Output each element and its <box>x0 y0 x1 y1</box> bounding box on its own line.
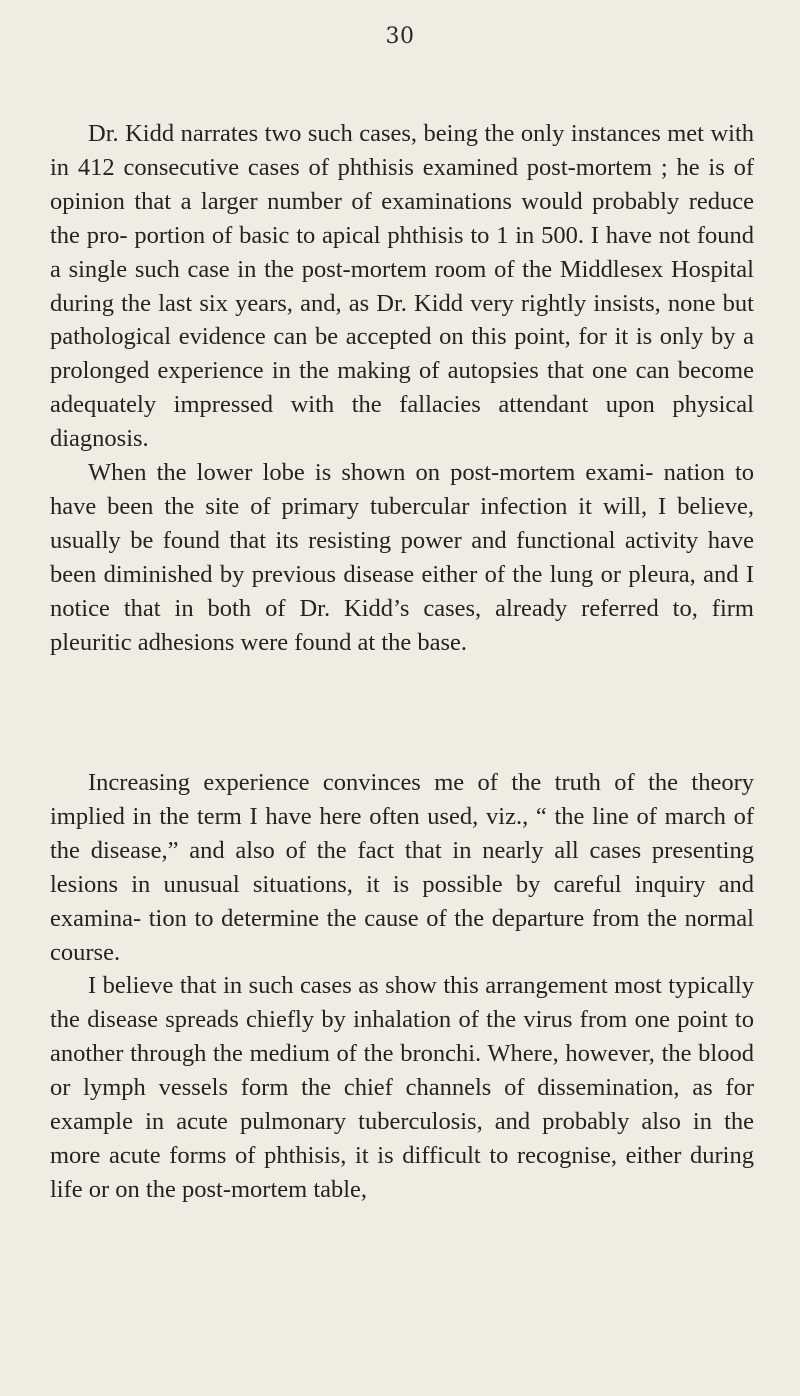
paragraph: Dr. Kidd narrates two such cases, being the only instances met with in 412 consecutive cases of phthisis examined post-mortem ; he is of opinion that a larger number of examinations would probably reduce the pro- portion of basic to apical phthisis to 1 in 500. I have not found a single such case in the post-mortem room of the Middlesex Hospital during the last six years, and, as Dr. Kidd very rightly insists, none but pathological evidence can be accepted on this point, for it is only by a prolonged experience in the making of autopsies that one can become adequately impressed with the fallacies attendant upon physical diagnosis. <box>50 120 754 453</box>
paragraph: Increasing experience convinces me of the truth of the theory implied in the term I have here often used, viz., “ the line of march of the disease,” and also of the fact that in nearly all cases presenting lesions in unusual situations, it is possible by careful inquiry and examina- tion to determine the cause of the departure from the normal course. <box>50 769 754 966</box>
text-section-1 <box>50 117 754 660</box>
text-section-2 <box>50 766 754 1207</box>
paragraph: I believe that in such cases as show this arrangement most typically the disease spreads chiefly by inhalation of the virus from one point to another through the medium of the bronchi. Where, however, the blood or lymph vessels form the chief channels of dissemination, as for example in acute pulmonary tuberculosis, and probably also in the more acute forms of phthisis, it is difficult to recognise, either during life or on the post-mortem table, <box>50 972 754 1203</box>
page-number: 30 <box>385 24 415 49</box>
paragraph: When the lower lobe is shown on post-mortem exami- nation to have been the site of primary tubercular infection it will, I believe, usually be found that its resisting power and functional activity have been diminished by previous disease either of the lung or pleura, and I notice that in both of Dr. Kidd’s cases, already referred to, firm pleuritic adhesions were found at the base. <box>50 459 754 656</box>
